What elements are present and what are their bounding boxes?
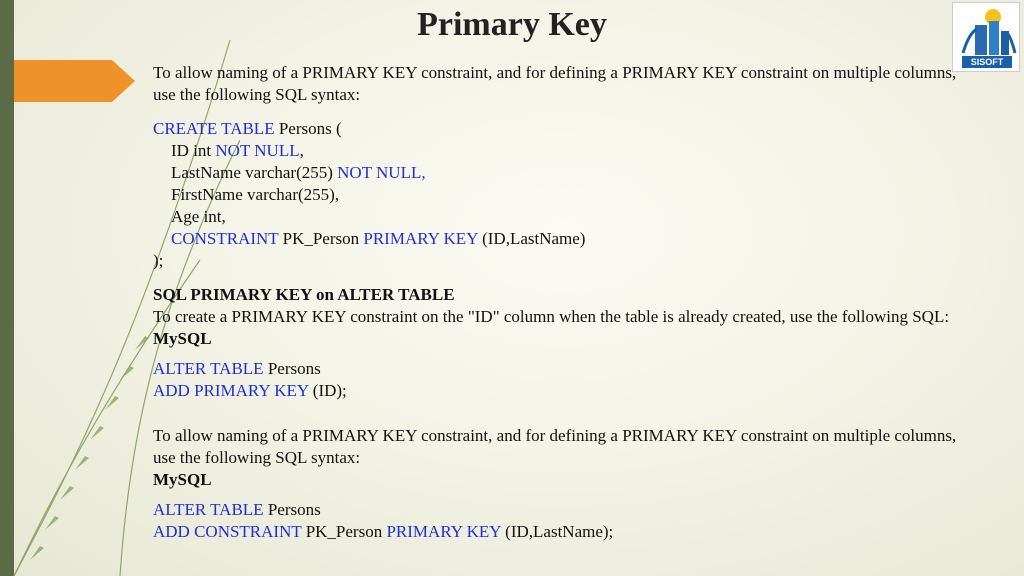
logo-text: SISOFT — [962, 56, 1012, 68]
create-table-code — [153, 118, 983, 272]
code-text: Persons — [263, 359, 321, 378]
keyword: PRIMARY KEY — [363, 229, 478, 248]
code-text: Persons — [263, 500, 321, 519]
dialect-label: MySQL — [153, 470, 212, 489]
keyword: PRIMARY KEY — [386, 522, 501, 541]
intro-text: To allow naming of a PRIMARY KEY constraint, and for defining a PRIMARY KEY constraint on multiple columns, use the following SQL syntax: — [153, 63, 957, 104]
alter-description: To create a PRIMARY KEY constraint on the "ID" column when the table is already created, use the following SQL: — [153, 307, 950, 326]
slide-title: Primary Key — [417, 6, 607, 43]
keyword: NOT NULL, — [337, 163, 426, 182]
keyword: NOT NULL — [215, 141, 300, 160]
keyword: CONSTRAINT — [171, 229, 279, 248]
code-text: (ID,LastName); — [500, 522, 614, 541]
code-text: FirstName varchar(255), — [171, 185, 340, 204]
logo-graphic-icon — [953, 3, 1019, 59]
code-text: Age int, — [171, 207, 226, 226]
section-heading: SQL PRIMARY KEY on ALTER TABLE — [153, 285, 455, 304]
add-constraint-code — [153, 499, 983, 543]
code-text: LastName varchar(255) — [171, 163, 338, 182]
code-text: PK_Person — [301, 522, 387, 541]
slide-content — [153, 62, 983, 543]
code-text: (ID,LastName) — [477, 229, 586, 248]
code-text: PK_Person — [278, 229, 364, 248]
code-text: , — [299, 141, 304, 160]
code-text: (ID); — [308, 381, 347, 400]
named-constraint-description: To allow naming of a PRIMARY KEY constraint, and for defining a PRIMARY KEY constraint on multiple columns, use the following SQL syntax: — [153, 426, 957, 467]
keyword: ALTER TABLE — [153, 500, 264, 519]
keyword: ADD CONSTRAINT — [153, 522, 302, 541]
keyword: CREATE TABLE — [153, 119, 275, 138]
keyword: ADD PRIMARY KEY — [153, 381, 309, 400]
keyword: ALTER TABLE — [153, 359, 264, 378]
code-text: ID int — [171, 141, 216, 160]
dialect-label: MySQL — [153, 329, 212, 348]
code-text: Persons ( — [274, 119, 342, 138]
alter-table-code — [153, 358, 983, 402]
code-text: ); — [153, 251, 164, 270]
